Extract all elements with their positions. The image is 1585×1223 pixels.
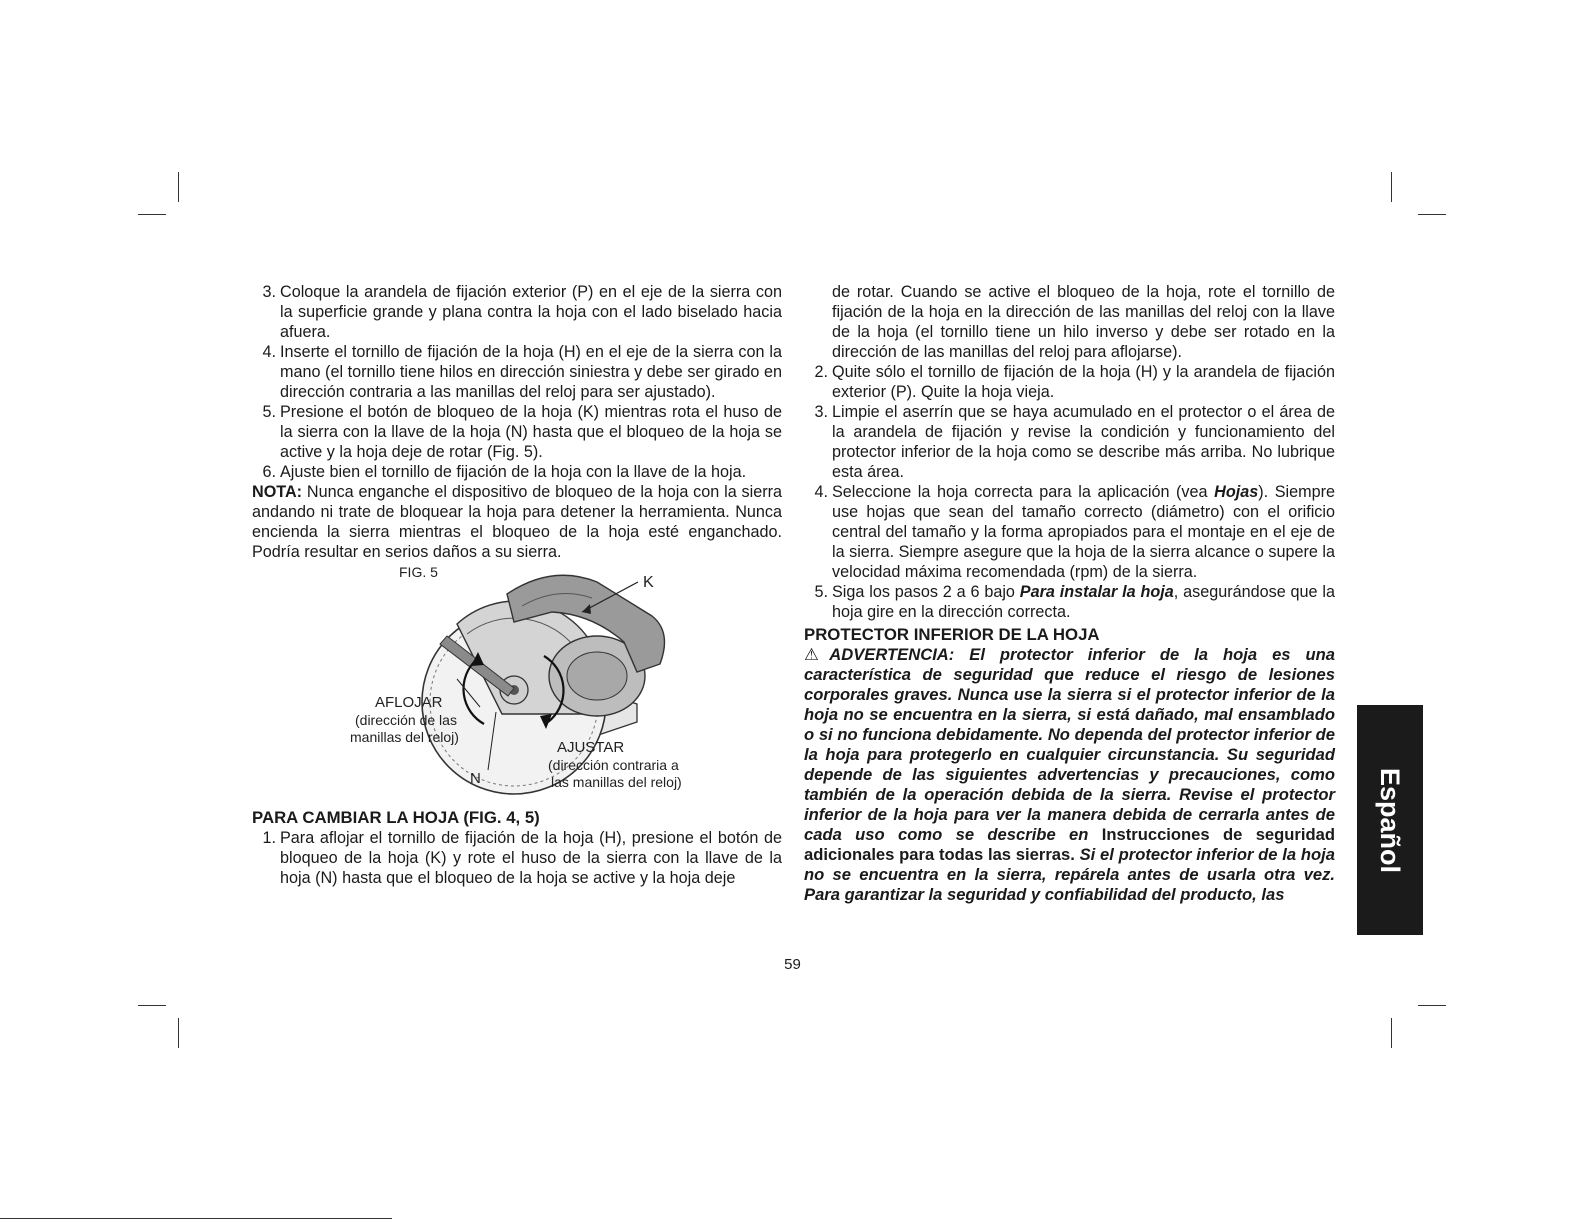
warning-paragraph [804, 645, 1335, 905]
step-number: 1. [262, 829, 276, 847]
step-text: Quite sólo el tornillo de fijación de la hoja (H) y la arandela de fijación exterior (P). Quite la hoja vieja. [832, 363, 1335, 401]
figure-caption: FIG. 5 [399, 564, 438, 580]
step-number: 3. [262, 283, 276, 301]
tighten-line1: (dirección contraria a [548, 757, 679, 773]
tighten-line2: las manillas del reloj) [551, 774, 682, 790]
step-text [832, 482, 1335, 582]
step-text: Inserte el tornillo de fijación de la hoja (H) en el eje de la sierra con la mano (el tornillo tiene hilos en dirección siniestra y debe ser girado en dirección contraria a las manillas del reloj para ser ajustado). [280, 343, 782, 401]
step-number: 2. [814, 363, 828, 381]
footer-rule [0, 1218, 392, 1219]
step-text: Coloque la arandela de fijación exterior (P) en el eje de la sierra con la superficie grande y plana contra la hoja con el lado biselado hacia afuera. [280, 283, 782, 341]
step-text-post: , asegurándose que la hoja gire en la dirección correcta. [832, 583, 1335, 621]
warning-reference: Instrucciones de seguridad adicionales para todas las sierras. [804, 825, 1335, 864]
step-text-post: ). Siempre use hojas que sean del tamaño correcto (diámetro) con el orificio central del tamaño y la forma apropiados para el montaje en el eje de la sierra. Siempre asegure que la hoja de la sierra alcance o supere la velocidad máxima recomendada (rpm) de la sierra. [832, 483, 1335, 581]
language-tab [1357, 705, 1423, 935]
step-number: 4. [814, 483, 828, 501]
warning-text: ADVERTENCIA: El protector inferior de la hoja es una característica de seguridad que reduce el riesgo de lesiones corporales graves. Nunca use la sierra si el protector inferior de la hoja no se encuentra en la sierra, si está dañado, mal ensamblado o si no funciona debidamente. No dependa del protector inferior de la hoja para protegerlo en cualquier circunstancia. Su seguridad depende de las siguientes advertencias y precauciones, como también de la operación debida de la sierra. Revise el protector inferior de la hoja para ver la manera debida de cerrarla antes de cada uso como se describe en [804, 645, 1335, 844]
step-text: Ajuste bien el tornillo de fijación de la hoja con la llave de la hoja. [280, 463, 747, 481]
step-item [804, 402, 1335, 482]
warning-triangle-icon: ⚠ [804, 645, 830, 664]
loosen-line2: manillas del reloj) [350, 729, 459, 745]
step-item [804, 362, 1335, 402]
loosen-title: AFLOJAR [375, 694, 443, 711]
tighten-title: AJUSTAR [557, 739, 625, 756]
loosen-line1: (dirección de las [355, 712, 457, 728]
note-text: Nunca enganche el dispositivo de bloqueo de la hoja con la sierra andando ni trate de bloquear la hoja para detener la herramienta. Nunca encienda la sierra mientras el bloqueo de la hoja esté enganchado. Podría resultar en serios daños a su sierra. [252, 483, 782, 561]
left-column [252, 282, 782, 888]
page-number: 59 [784, 956, 801, 973]
step-text [832, 582, 1335, 622]
step-text: Limpie el aserrín que se haya acumulado en el protector o el área de la arandela de fijación y revise la condición y funcionamiento del protector inferior de la hoja como se describe más arriba. No lubrique esta área. [832, 403, 1335, 481]
step-number: 5. [262, 403, 276, 421]
step-item [804, 482, 1335, 582]
step-text: Presione el botón de bloqueo de la hoja (K) mientras rota el huso de la sierra con la llave de la hoja (N) hasta que el bloqueo de la hoja se active y la hoja deje de rotar (Fig. 5). [280, 403, 782, 461]
install-blade-reference: Para instalar la hoja [1019, 583, 1174, 601]
step-item [804, 582, 1335, 622]
note-paragraph [252, 482, 782, 562]
step-item [252, 402, 782, 462]
figure-5 [252, 564, 782, 808]
language-tab-label: Español [1375, 767, 1406, 873]
step-number: 3. [814, 403, 828, 421]
step-number: 6. [262, 463, 276, 481]
step-item [252, 828, 782, 888]
label-n: N [470, 770, 481, 787]
step-text-pre: Siga los pasos 2 a 6 bajo [832, 583, 1020, 601]
warning-text-end: Si el protector inferior de la hoja no se encuentra en la sierra, repárela antes de usarla otra vez. Para garantizar la seguridad y confiabilidad del producto, las [804, 845, 1336, 904]
step-text-pre: Seleccione la hoja correcta para la aplicación (vea [832, 483, 1215, 501]
note-label: NOTA: [252, 483, 303, 501]
step-item [252, 342, 782, 402]
step-number: 4. [262, 343, 276, 361]
step-item [252, 282, 782, 342]
step-text: Para aflojar el tornillo de fijación de la hoja (H), presione el botón de bloqueo de la hoja (K) y rote el huso de la sierra con la llave de la hoja (N) hasta que el bloqueo de la hoja se active y la hoja deje [280, 829, 782, 887]
right-column [804, 282, 1335, 905]
label-k: K [643, 574, 654, 591]
blades-reference: Hojas [1214, 483, 1259, 501]
step-item [252, 462, 782, 482]
section-heading: PARA CAMBIAR LA HOJA (FIG. 4, 5) [252, 808, 540, 827]
circular-saw-illustration [252, 564, 782, 808]
section-heading: PROTECTOR INFERIOR DE LA HOJA [804, 625, 1100, 644]
step-number: 5. [814, 583, 828, 601]
step-continuation: de rotar. Cuando se active el bloqueo de la hoja, rote el tornillo de fijación de la hoja en la dirección de las manillas del reloj con la llave de la hoja (el tornillo tiene un hilo inverso y debe ser rotado en la dirección de las manillas del reloj para aflojarse). [832, 283, 1335, 361]
